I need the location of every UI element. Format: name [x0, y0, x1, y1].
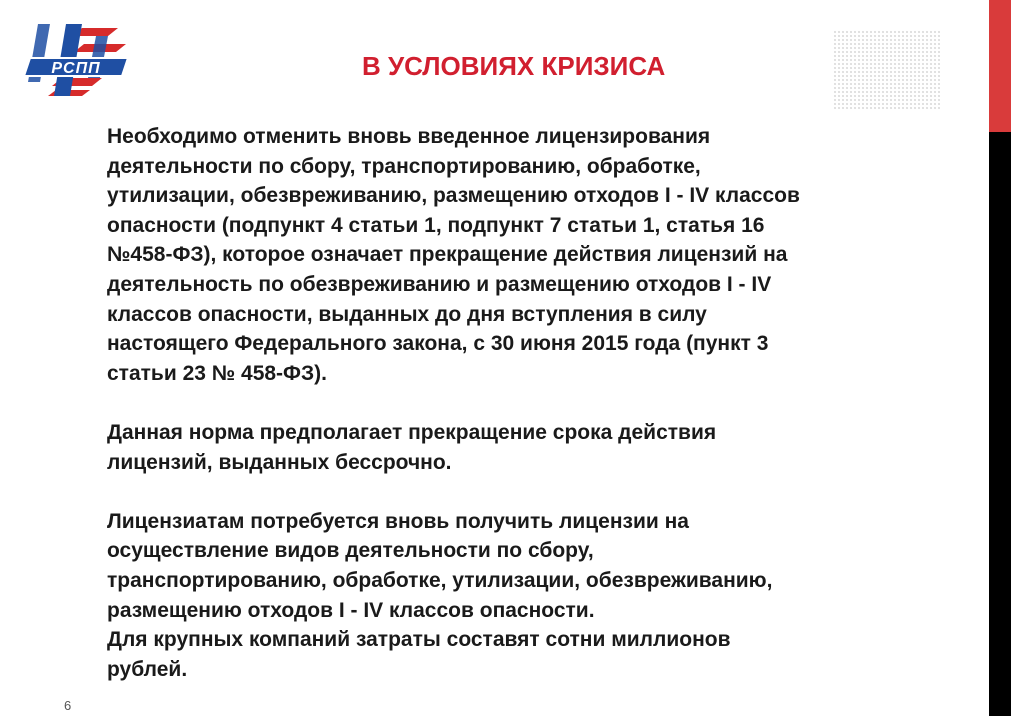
paragraph-norm-termination: Данная норма предполагает прекращение срока действия лицензий, выданных бессрочно.: [107, 420, 717, 474]
logo-text: РСПП: [51, 60, 101, 77]
slide-body: [107, 122, 937, 684]
paragraph-spacer: [107, 477, 937, 507]
sidebar-red-accent: [989, 0, 1011, 132]
paragraph-costs: Для крупных компаний затраты составят сотни миллионов рублей.: [107, 628, 731, 681]
sidebar-black-bar: [989, 132, 1011, 716]
rspp-logo: [22, 22, 134, 98]
slide-title: В УСЛОВИЯХ КРИЗИСА: [362, 51, 666, 81]
paragraph-licensees-requirement: Лицензиатам потребуется вновь получить лицензии на осуществление видов деятельности по сбору, транспортированию, обработке, утилизации, обезвреживанию, размещению отходов I - IV классов опасности.: [107, 509, 773, 622]
paragraph-licensing-cancellation: Необходимо отменить вновь введенное лицензирования деятельности по сбору, транспортированию, обработке, утилизации, обезвреживанию, размещению отходов I - IV классов опасности (подпункт 4 статьи 1, подпункт 7 статьи 1, статья 16 №458-ФЗ), которое означает прекращение действия лицензий на деятельность по обезвреживанию и размещению отходов I - IV классов опасности, выданных до дня вступления в силу настоящего Федерального закона, с 30 июня 2015 года (пункт 3 статьи 23 № 458-ФЗ).: [107, 125, 800, 385]
dot-pattern-decoration: [833, 30, 941, 110]
paragraph-spacer: [107, 388, 937, 418]
page-number: 6: [64, 698, 72, 713]
